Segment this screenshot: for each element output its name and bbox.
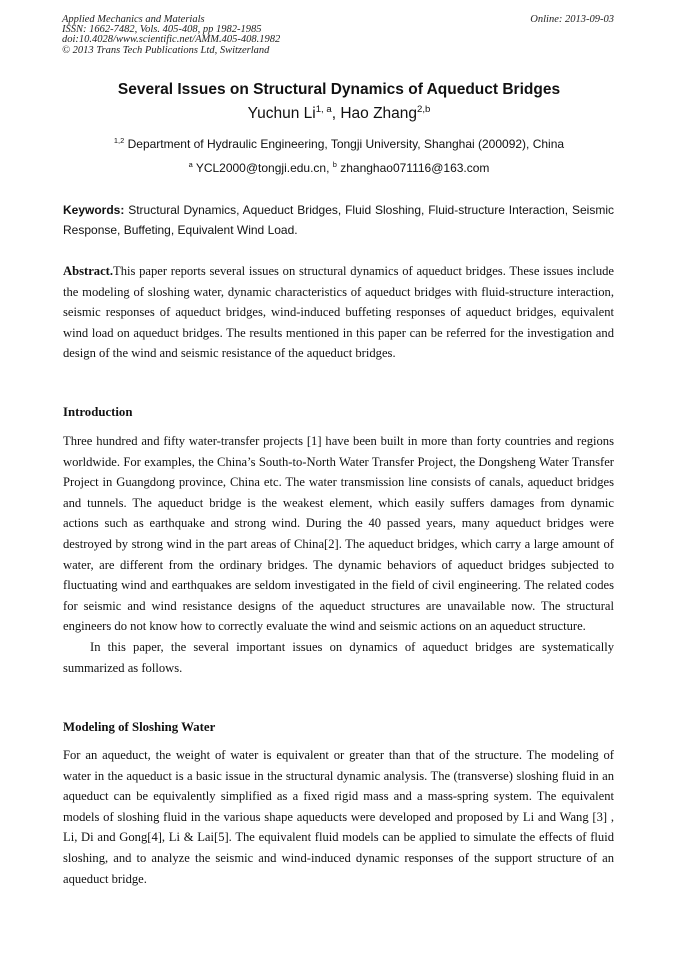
keywords xyxy=(63,201,614,240)
journal-copyright: © 2013 Trans Tech Publications Ltd, Switzerland xyxy=(62,44,270,56)
section-introduction xyxy=(63,431,614,678)
section-heading-introduction: Introduction xyxy=(63,405,133,419)
email-address: YCL2000@tongji.edu.cn, xyxy=(192,161,333,175)
email-mark: a xyxy=(188,160,193,169)
abstract-text: This paper reports several issues on structural dynamics of aqueduct bridges. These issues include the modeling of sloshing water, dynamic characteristics of aqueduct bridges with fluid-structure interaction, seismic responses of aqueduct bridges, wind-induced buffeting responses of aqueduct bridges, equivalent wind load on aqueduct bridges. The results mentioned in this paper can be referred for the investigation and design of the wind and seismic resistance of the aqueduct bridges. xyxy=(63,264,614,361)
author-affiliation-mark: 2,b xyxy=(417,103,431,115)
affiliation-mark: 1,2 xyxy=(113,136,125,145)
online-date: Online: 2013-09-03 xyxy=(530,14,614,25)
paragraph: For an aqueduct, the weight of water is equivalent or greater than that of the structure. The modeling of water in the aqueduct is a basic issue in the structural dynamic analysis. The (transverse) sloshing fluid in an aqueduct can be equivalently simplified as a fixed rigid mass and a mass-spring system. The equivalent models of sloshing fluid in the various shape aqueducts were developed and proposed by Li and Wang [3] , Li, Di and Gong[4], Li & Lai[5]. The equivalent fluid models can be applied to simulate the effects of fluid sloshing, and to analyze the seismic and wind-induced dynamic responses of the support structure of an aqueduct bridge. xyxy=(63,748,614,886)
keywords-label: Keywords: xyxy=(63,203,125,217)
section-heading-sloshing: Modeling of Sloshing Water xyxy=(63,720,216,734)
email-address: zhanghao071116@163.com xyxy=(336,161,490,175)
email-mark: b xyxy=(332,160,337,169)
paragraph: In this paper, the several important issues on dynamics of aqueduct bridges are systematically summarized as follows. xyxy=(63,639,614,675)
author-name: Yuchun Li xyxy=(247,105,316,122)
author-name: Hao Zhang xyxy=(340,105,418,122)
keywords-text: Structural Dynamics, Aqueduct Bridges, Fluid Sloshing, Fluid-structure Interaction, Seismic Response, Buffeting, Equivalent Wind Load. xyxy=(63,203,614,237)
affiliation-text: Department of Hydraulic Engineering, Tongji University, Shanghai (200092), China xyxy=(124,137,565,151)
journal-doi: doi:10.4028/www.scientific.net/AMM.405-408.1982 xyxy=(62,34,281,46)
author-separator: , xyxy=(331,105,341,122)
journal-issn: ISSN: 1662-7482, Vols. 405-408, pp 1982-1985 xyxy=(62,24,262,36)
paragraph: Three hundred and fifty water-transfer projects [1] have been built in more than forty countries and regions worldwide. For examples, the China’s South-to-North Water Transfer Project, the Dongsheng Water Transfer Project in Guangdong province, China etc. The water transmission line consists of canals, aqueduct bridges and tunnels. The aqueduct bridge is the weakest element, which easily suffers damages from dynamic actions such as earthquake and strong wind. During the 40 passed years, many aqueduct bridges were destroyed by strong wind in the part areas of China[2]. The aqueduct bridges, which carry a large amount of water, are different from the ordinary bridges. The dynamic behaviors of aqueduct bridges subjected to fluctuating wind and earthquakes are seldom investigated in the field of civil engineering. The related codes for seismic and wind resistance designs of the aqueduct structures are unavailable now. The structural engineers do not know how to correctly evaluate the wind and seismic actions on an aqueduct structure. xyxy=(63,434,614,634)
section-sloshing xyxy=(63,745,614,889)
author-affiliation-mark: 1, a xyxy=(315,103,332,115)
author-list xyxy=(0,105,678,123)
abstract xyxy=(63,261,614,364)
author-emails xyxy=(0,161,678,175)
paper-title: Several Issues on Structural Dynamics of Aqueduct Bridges xyxy=(117,81,561,98)
journal-name: Applied Mechanics and Materials xyxy=(62,14,205,25)
abstract-label: Abstract. xyxy=(63,264,114,278)
affiliation xyxy=(0,137,678,151)
